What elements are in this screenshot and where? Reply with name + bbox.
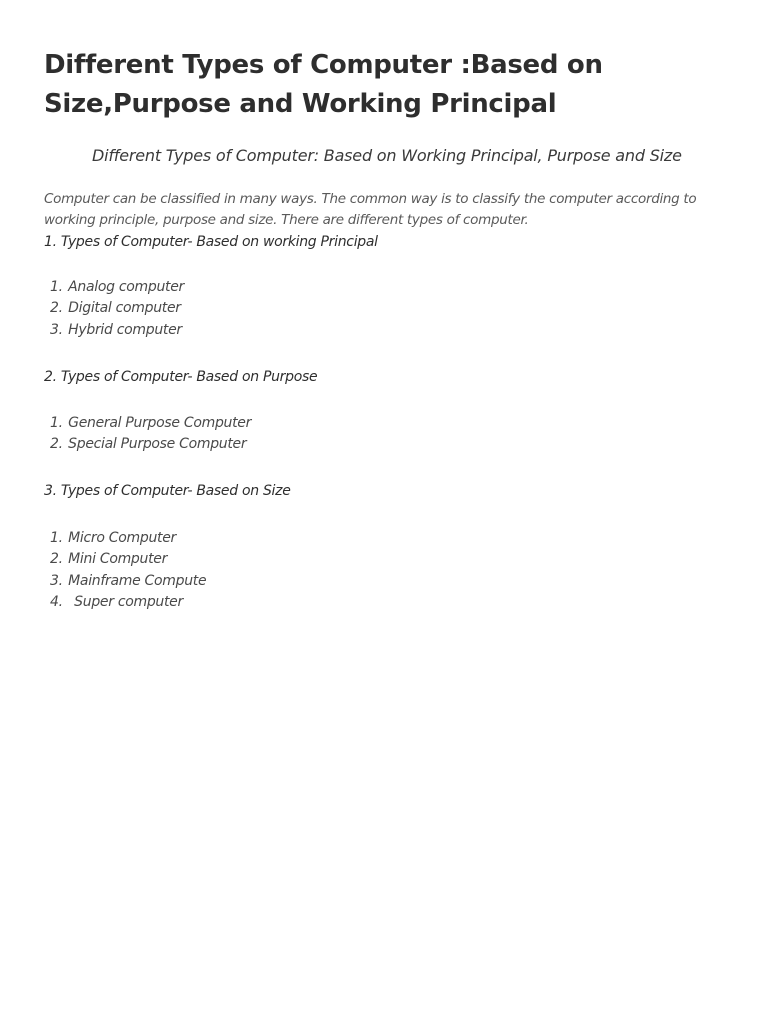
list-item-number: 1. xyxy=(50,415,63,431)
list-item-label: Mainframe Compute xyxy=(68,572,207,589)
list-item xyxy=(50,413,251,434)
list-item-label: Super computer xyxy=(74,593,183,610)
list-item-number: 1. xyxy=(50,279,63,295)
list-item-number: 2. xyxy=(50,300,63,317)
list-item-number: 3. xyxy=(50,572,63,589)
list-item-number: 4. xyxy=(50,593,63,610)
list-size xyxy=(50,528,206,613)
section-heading-purpose: 2. Types of Computer- Based on Purpose xyxy=(44,369,318,385)
list-purpose xyxy=(50,413,251,456)
page-title: Different Types of Computer :Based on Size,Purpose and Working Principal xyxy=(44,50,603,119)
list-item xyxy=(50,277,184,298)
list-item xyxy=(50,549,206,570)
list-item xyxy=(50,298,184,319)
list-item xyxy=(50,571,206,592)
list-item-label: Digital computer xyxy=(68,300,181,317)
list-item xyxy=(50,592,206,613)
intro-paragraph: Computer can be classified in many ways. The common way is to classify the computer according to working principle, purpose and size. There are different types of computer. xyxy=(44,191,697,228)
list-item-label: Mini Computer xyxy=(68,551,168,568)
list-item-number: 3. xyxy=(50,321,63,338)
list-item-label: Hybrid computer xyxy=(68,321,182,338)
list-item-label: Micro Computer xyxy=(68,530,176,546)
section-heading-working-principal: 1. Types of Computer- Based on working Principal xyxy=(44,234,378,250)
list-item-number: 1. xyxy=(50,530,63,546)
section-heading-size: 3. Types of Computer- Based on Size xyxy=(44,483,291,499)
list-working-principal xyxy=(50,277,184,341)
page-subtitle: Different Types of Computer: Based on Working Principal, Purpose and Size xyxy=(92,146,682,165)
list-item-label: Special Purpose Computer xyxy=(68,436,247,453)
list-item-label: General Purpose Computer xyxy=(68,415,252,431)
list-item xyxy=(50,434,251,455)
list-item xyxy=(50,528,206,549)
list-item-number: 2. xyxy=(50,436,63,453)
list-item-label: Analog computer xyxy=(68,279,184,295)
list-item-number: 2. xyxy=(50,551,63,568)
list-item xyxy=(50,320,184,341)
